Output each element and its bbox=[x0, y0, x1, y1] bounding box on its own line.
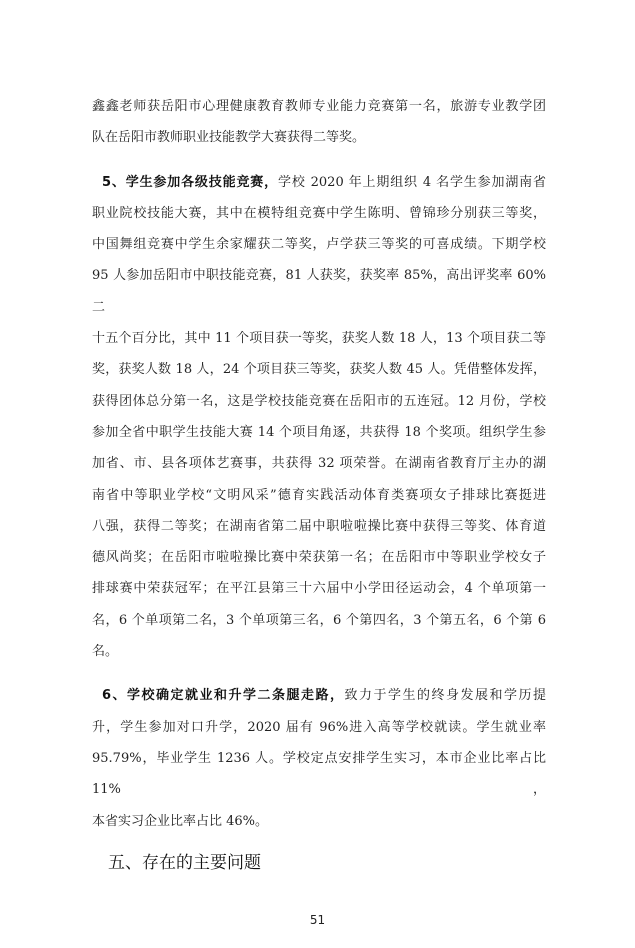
text-line: 职业院校技能大赛，其中在模特组竞赛中学生陈明、曾锦珍分别获三等奖， bbox=[92, 205, 546, 221]
paragraph-skills-competitions bbox=[92, 167, 546, 668]
text-line bbox=[92, 167, 546, 198]
section-heading: 五、存在的主要问题 bbox=[108, 852, 261, 873]
text-line: 十五个百分比，其中 11 个项目获一等奖，获奖人数 18 人，13 个项目获二等 bbox=[92, 331, 546, 347]
text-line: 八强，获得二等奖；在湖南省第二届中职啦啦操比赛中获得三等奖、体育道 bbox=[92, 518, 546, 534]
text-span: 学校 2020 年上期组织 4 名学生参加湖南省 bbox=[277, 174, 547, 190]
text-line: 95 人参加岳阳市中职技能竞赛，81 人获奖，获奖率 85%，高出评奖率 60%二 bbox=[92, 268, 546, 315]
paragraph-lead: 5、学生参加各级技能竞赛， bbox=[102, 174, 278, 190]
text-line: 参加全省中职学生技能大赛 14 个项目角逐，共获得 18 个奖项。组织学生参 bbox=[92, 424, 546, 440]
text-line: 获得团体总分第一名，这是学校技能竞赛在岳阳市的五连冠。12 月份，学校 bbox=[92, 393, 546, 409]
text-span: 致力于学生的终身发展和学历提 bbox=[344, 688, 546, 704]
text-line: 本省实习企业比率占比 46%。 bbox=[92, 813, 269, 829]
text-line: 95.79%，毕业学生 1236 人。学校定点安排学生实习，本市企业比率占比 11%， bbox=[92, 750, 546, 798]
text-line: 名。 bbox=[92, 644, 119, 660]
paragraph-lead: 6、学校确定就业和升学二条腿走路， bbox=[102, 688, 345, 704]
text-line bbox=[92, 680, 546, 711]
text-line: 升，学生参加对口升学，2020 届有 96%进入高等学校就读。学生就业率 bbox=[92, 719, 546, 735]
body-text bbox=[92, 91, 546, 837]
text-line: 中国舞组竞赛中学生余家耀获二等奖，卢学获三等奖的可喜成绩。下期学校 bbox=[92, 237, 546, 253]
text-line: 德风尚奖；在岳阳市啦啦操比赛中荣获第一名；在岳阳市中等职业学校女子 bbox=[92, 550, 546, 566]
text-line: 名，6 个单项第二名，3 个单项第三名，6 个第四名，3 个第五名，6 个第 6 bbox=[92, 612, 546, 628]
text-line: 排球赛中荣获冠军；在平江县第三十六届中小学田径运动会，4 个单项第一 bbox=[92, 581, 546, 597]
page-number: 51 bbox=[309, 912, 326, 927]
text-line: 鑫鑫老师获岳阳市心理健康教育教师专业能力竞赛第一名，旅游专业教学团 bbox=[92, 99, 546, 114]
text-line: 南省中等职业学校“文明风采”德育实践活动体育类赛项女子排球比赛挺进 bbox=[92, 487, 546, 503]
text-line: 队在岳阳市教师职业技能教学大赛获得二等奖。 bbox=[92, 130, 366, 146]
paragraph-teacher-awards bbox=[92, 91, 546, 154]
text-line: 加省、市、县各项体艺赛事，共获得 32 项荣誉。在湖南省教育厅主办的湖 bbox=[92, 456, 546, 472]
text-line: 奖，获奖人数 18 人，24 个项目获三等奖，获奖人数 45 人。凭借整体发挥， bbox=[92, 362, 546, 378]
paragraph-employment bbox=[92, 680, 546, 836]
